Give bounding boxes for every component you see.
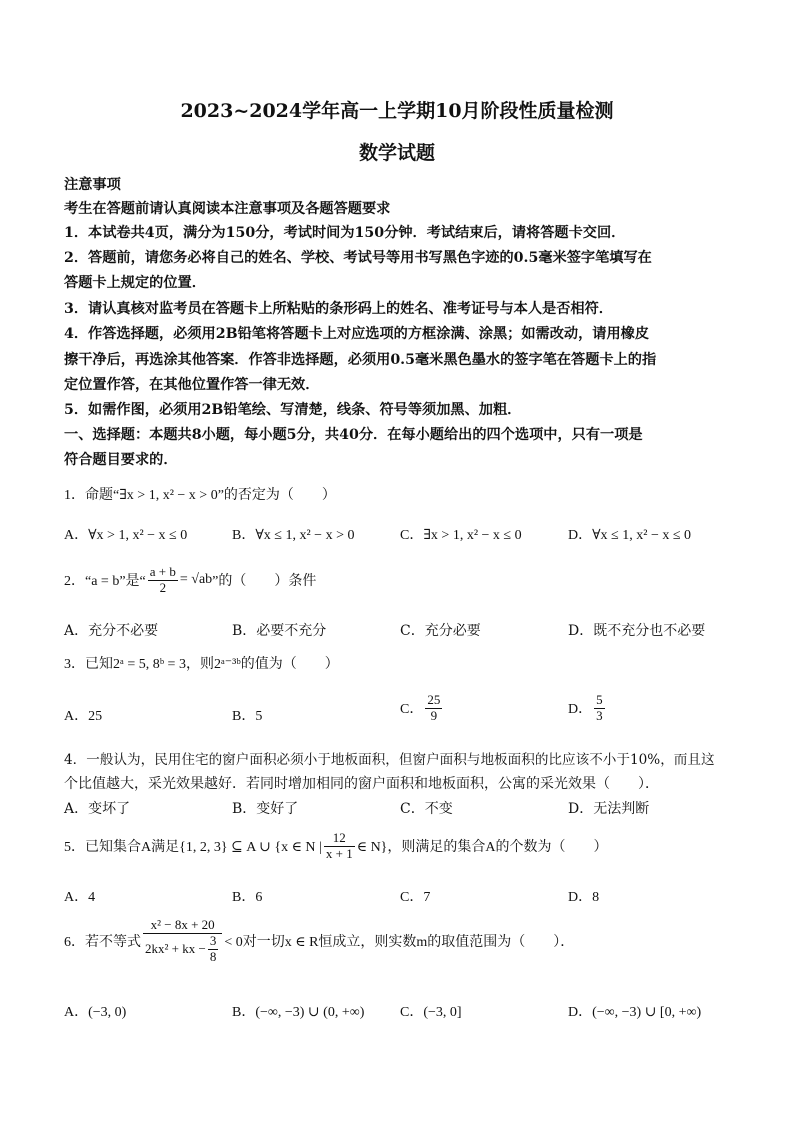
question-6-option-c[interactable]: C．(−3, 0]	[400, 1005, 462, 1020]
section-heading-1: 一、选择题：本题共8小题，每小题5分，共40分．在每小题给出的四个选项中，只有一项是	[64, 427, 643, 443]
notice-heading: 注意事项	[64, 177, 121, 193]
question-3-c-num: 25	[427, 692, 441, 707]
question-5-option-d[interactable]: D．8	[568, 890, 600, 905]
question-6-option-b[interactable]: B．(−∞, −3) ∪ (0, +∞)	[232, 1005, 365, 1020]
question-2-option-a[interactable]: A．充分不必要	[64, 623, 159, 639]
question-6-inner-num: 3	[209, 932, 217, 948]
notice-item-3: 3．请认真核对监考员在答题卡上所粘贴的条形码上的姓名、准考证号与本人是否相符．	[64, 301, 613, 317]
question-6-fraction	[143, 918, 222, 965]
question-5-post: ∈ N}，则满足的集合A的个数为（ ）	[356, 840, 608, 856]
question-3-option-c-fraction	[425, 693, 442, 724]
question-6-inner-den: 8	[209, 948, 217, 964]
notice-intro: 考生在答题前请认真阅读本注意事项及各题答题要求	[64, 201, 391, 217]
question-6-inner-fraction	[208, 934, 219, 965]
question-1-option-d[interactable]: D．∀x ≤ 1, x² − x ≤ 0	[568, 528, 692, 543]
question-5-fraction	[324, 831, 355, 862]
exam-subtitle: 数学试题	[358, 142, 435, 164]
question-5-option-c[interactable]: C．7	[400, 890, 431, 905]
question-2-option-d[interactable]: D．既不充分也不必要	[568, 623, 706, 639]
question-5-pre: 5．已知集合A满足{1, 2, 3} ⊆ A ∪ {x ∈ N |	[64, 840, 322, 856]
question-3-option-a[interactable]: A．25	[64, 709, 103, 724]
question-4-line-1: 4．一般认为，民用住宅的窗户面积必须小于地板面积，但窗户面积与地板面积的比应该不小于10%，而且这	[64, 752, 715, 768]
question-2-option-b[interactable]: B．必要不充分	[232, 623, 327, 639]
question-2-mid: = √ab	[179, 572, 213, 588]
exam-title: 2023~2024学年高一上学期10月阶段性质量检测	[180, 100, 614, 122]
notice-item-2a: 2．答题前，请您务必将自己的姓名、学校、考试号等用书写黑色字迹的0.5毫米签字笔填写在	[64, 250, 652, 266]
notice-item-1: 1．本试卷共4页，满分为150分，考试时间为150分钟．考试结束后，请将答题卡交回．	[64, 225, 626, 241]
question-1-option-b[interactable]: B．∀x ≤ 1, x² − x > 0	[232, 528, 355, 543]
question-2-frac-den: 2	[159, 579, 167, 595]
notice-item-4c: 定位置作答，在其他位置作答一律无效．	[64, 377, 320, 393]
question-6-frac-num: x² − 8x + 20	[143, 918, 222, 934]
question-2-stem	[64, 565, 316, 596]
question-3-option-d[interactable]	[568, 693, 607, 724]
question-6-option-d[interactable]: D．(−∞, −3) ∪ [0, +∞)	[568, 1005, 702, 1020]
question-5-option-b[interactable]: B．6	[232, 890, 263, 905]
question-2-pre: 2．“a = b”是“	[64, 574, 146, 590]
question-1-option-c[interactable]: C．∃x > 1, x² − x ≤ 0	[400, 528, 522, 543]
question-2-fraction	[148, 565, 178, 596]
question-3-option-d-fraction	[594, 693, 605, 724]
question-3-d-den: 3	[596, 707, 603, 723]
question-4-option-b[interactable]: B．变好了	[232, 801, 299, 817]
question-6-stem	[64, 918, 574, 965]
question-4-option-c[interactable]: C．不变	[400, 801, 453, 817]
question-3-option-c[interactable]	[400, 693, 444, 724]
question-4-option-a[interactable]: A．变坏了	[64, 801, 131, 817]
question-3-option-d-label: D．	[568, 702, 593, 718]
question-6-pre: 6．若不等式	[64, 935, 141, 951]
question-3-stem: 3．已知2ᵃ = 5, 8ᵇ = 3，则2ᵃ⁻³ᵇ的值为（ ）	[64, 657, 339, 672]
question-3-option-c-label: C．	[400, 702, 424, 718]
question-6-den-pre: 2kx² + kx −	[145, 940, 206, 956]
question-6-frac-den	[143, 934, 222, 965]
question-1-option-a[interactable]: A．∀x > 1, x² − x ≤ 0	[64, 528, 188, 543]
question-2-option-c[interactable]: C．充分必要	[400, 623, 481, 639]
question-2-post: ”的（ ）条件	[212, 574, 317, 590]
question-3-d-num: 5	[596, 692, 603, 707]
question-5-frac-den: x + 1	[325, 845, 353, 861]
question-3-c-den: 9	[430, 707, 438, 723]
notice-item-2b: 答题卡上规定的位置．	[64, 275, 206, 291]
question-2-frac-num: a + b	[149, 564, 176, 579]
question-6-post: < 0对一切x ∈ R恒成立，则实数m的取值范围为（ ）．	[224, 935, 575, 951]
question-4-line-2: 个比值越大，采光效果越好．若同时增加相同的窗户面积和地板面积，公寓的采光效果（ ）．	[64, 776, 659, 792]
section-heading-2: 符合题目要求的．	[64, 452, 178, 468]
notice-item-5: 5．如需作图，必须用2B铅笔绘、写清楚，线条、符号等须加黑、加粗．	[64, 402, 522, 418]
question-6-option-a[interactable]: A．(−3, 0)	[64, 1005, 127, 1020]
question-5-stem	[64, 831, 608, 862]
question-1-stem: 1．命题“∃x > 1, x² − x > 0”的否定为（ ）	[64, 488, 336, 503]
question-4-option-d[interactable]: D．无法判断	[568, 801, 650, 817]
question-5-frac-num: 12	[324, 831, 355, 847]
question-3-option-b[interactable]: B．5	[232, 709, 263, 724]
notice-item-4a: 4．作答选择题，必须用2B铅笔将答题卡上对应选项的方框涂满、涂黑；如需改动，请用橡皮	[64, 326, 650, 342]
notice-item-4b: 擦干净后，再选涂其他答案．作答非选择题，必须用0.5毫米黑色墨水的签字笔在答题卡上的指	[64, 352, 657, 368]
question-5-option-a[interactable]: A．4	[64, 890, 96, 905]
